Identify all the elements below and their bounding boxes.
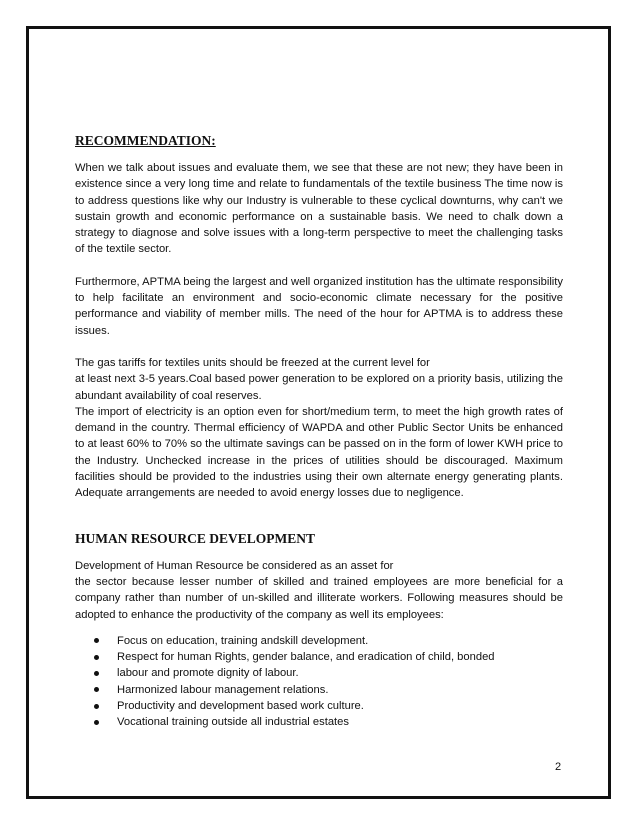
list-item-text: Respect for human Rights, gender balance, and eradication of child, bonded	[117, 651, 495, 664]
list-item	[94, 698, 563, 714]
document-body	[75, 132, 563, 731]
list-item-text: Focus on education, training andskill development.	[117, 634, 369, 647]
list-item	[94, 665, 563, 681]
recommendation-heading: RECOMMENDATION:	[75, 133, 216, 148]
measures-list	[75, 633, 563, 731]
hrd-heading: HUMAN RESOURCE DEVELOPMENT	[75, 530, 316, 546]
coal-power-paragraph: at least next 3-5 years.Coal based power generation to be explored on a priority basis, utilizing the abundant availability of coal reserves.	[75, 373, 563, 402]
recommendation-paragraph-2: Furthermore, APTMA being the largest and well organized institution has the ultimate responsibility to help facilitate an environment and socio-economic climate necessary for the positive performance and viability of member mills. The need of the hour for APTMA is to address these issues.	[75, 275, 563, 337]
recommendation-paragraph-1: When we talk about issues and evaluate them, we see that these are not new; they have been in existence since a very long time and relate to fundamentals of the textile business The time now is to address questions like why our Industry is vulnerable to these cyclical downturns, why can't we sustain growth and economic performance on a sustainable basis. We need to chalk down a strategy to diagnose and solve issues with a long-term perspective to meet the challenging tasks of the textile sector.	[75, 162, 563, 256]
list-item-text: Productivity and development based work culture.	[117, 700, 364, 713]
list-item	[94, 649, 563, 665]
list-item	[94, 714, 563, 730]
list-item-text: labour and promote dignity of labour.	[117, 667, 299, 680]
bullet-icon	[94, 655, 99, 660]
list-item-text: Harmonized labour management relations.	[117, 683, 329, 696]
list-item-text: Vocational training outside all industrial estates	[117, 716, 349, 729]
electricity-paragraph: The import of electricity is an option even for short/medium term, to meet the high growth rates of demand in the country. Thermal efficiency of WAPDA and other Public Sector Units be enhanced to at least 60% to 70% so the ultimate savings can be passed on in the form of lower KWH price to the Industry. Unchecked increase in the prices of utilities should be discouraged. Maximum facilities should be provided to the industries using their own alternate energy generating plants. Adequate arrangements are needed to avoid energy losses due to negligence.	[75, 405, 563, 500]
list-item	[94, 633, 563, 649]
bullet-icon	[94, 671, 99, 676]
page-number: 2	[555, 761, 562, 773]
bullet-icon	[94, 687, 99, 692]
hrd-intro-line: Development of Human Resource be considered as an asset for	[75, 559, 394, 572]
gas-tariff-line: The gas tariffs for textiles units should be freezed at the current level for	[75, 356, 430, 369]
hrd-intro-paragraph: the sector because lesser number of skilled and trained employees are more beneficial for a company rather than number of un-skilled and illiterate workers. Following measures should be adopted to enhance the productivity of the company as well its employees:	[75, 575, 563, 621]
bullet-icon	[94, 638, 99, 643]
list-item	[94, 682, 563, 698]
bullet-icon	[94, 720, 99, 725]
bullet-icon	[94, 704, 99, 709]
